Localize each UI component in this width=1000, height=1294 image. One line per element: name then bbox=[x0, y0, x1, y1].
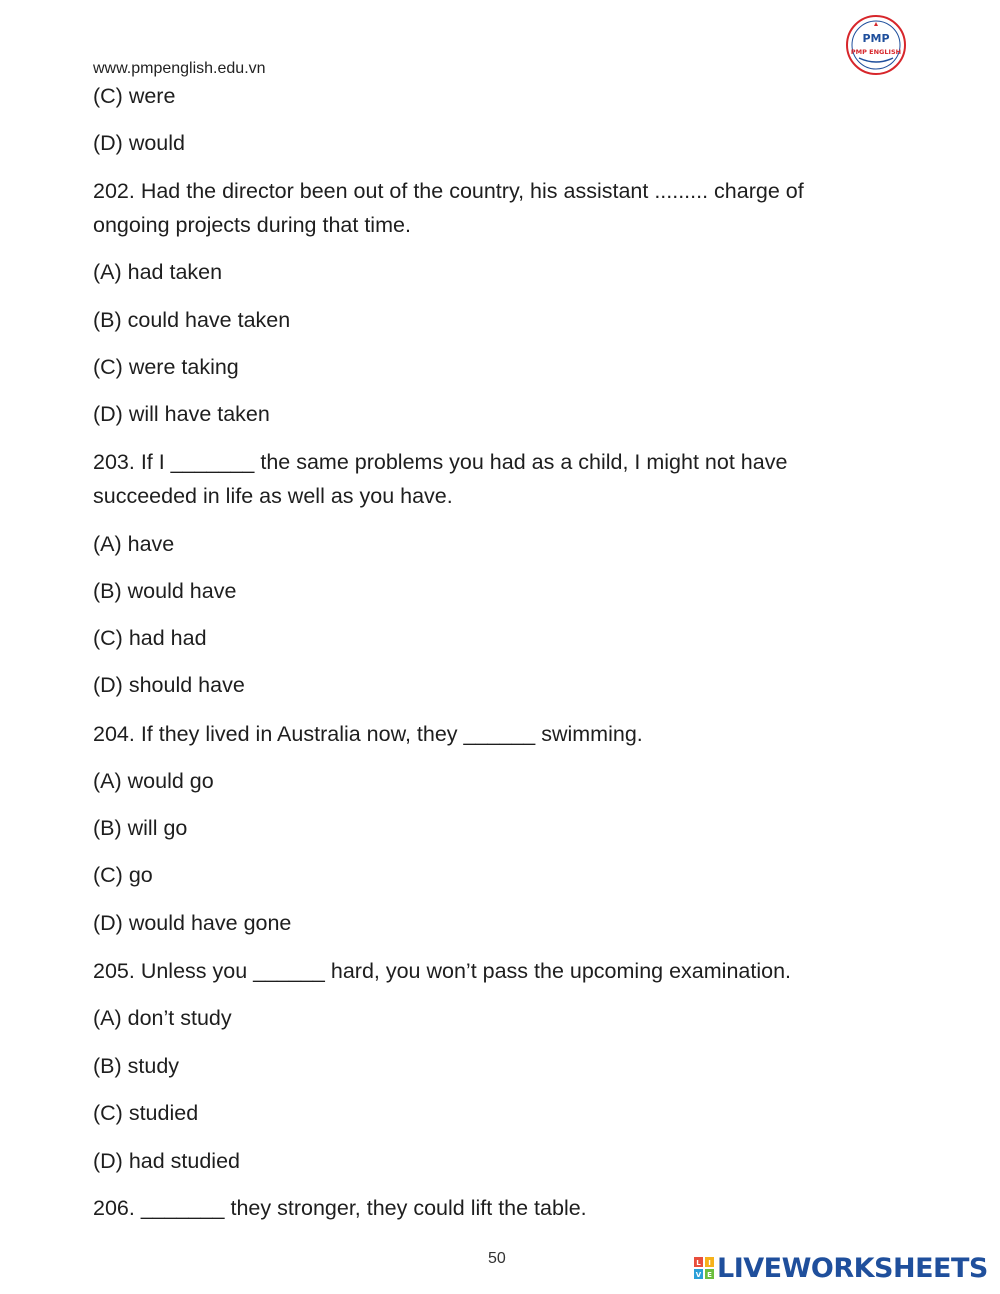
option-203-c: (C) had had bbox=[93, 626, 207, 650]
option-204-b: (B) will go bbox=[93, 816, 188, 840]
liveworksheets-icon bbox=[693, 1256, 715, 1280]
question-204: 204. If they lived in Australia now, they ______ swimming. bbox=[93, 722, 643, 746]
option-202-a: (A) had taken bbox=[93, 260, 223, 284]
svg-text:I: I bbox=[708, 1259, 711, 1267]
liveworksheets-text: LIVEWORKSHEETS bbox=[717, 1252, 988, 1284]
logo-label: PMP ENGLISH bbox=[850, 48, 902, 56]
option-202-d: (D) will have taken bbox=[93, 402, 270, 426]
option-203-a: (A) have bbox=[93, 532, 175, 556]
option-205-a: (A) don’t study bbox=[93, 1006, 232, 1030]
option-205-b: (B) study bbox=[93, 1054, 180, 1078]
option-202-b: (B) could have taken bbox=[93, 308, 291, 332]
svg-text:L: L bbox=[696, 1259, 701, 1267]
option-205-d: (D) had studied bbox=[93, 1149, 240, 1173]
question-205: 205. Unless you ______ hard, you won’t pass the upcoming examination. bbox=[93, 959, 791, 983]
line-c-were: (C) were bbox=[93, 84, 176, 108]
option-204-a: (A) would go bbox=[93, 769, 214, 793]
option-203-b: (B) would have bbox=[93, 579, 237, 603]
question-206: 206. _______ they stronger, they could lift the table. bbox=[93, 1196, 587, 1220]
question-203-line1: 203. If I _______ the same problems you had as a child, I might not have bbox=[93, 450, 788, 474]
option-202-c: (C) were taking bbox=[93, 355, 239, 379]
option-205-c: (C) studied bbox=[93, 1101, 199, 1125]
question-202-line1: 202. Had the director been out of the country, his assistant ......... charge of bbox=[93, 179, 804, 203]
option-204-d: (D) would have gone bbox=[93, 911, 292, 935]
svg-text:E: E bbox=[707, 1271, 712, 1279]
liveworksheets-brand[interactable] bbox=[693, 1252, 988, 1284]
site-url: www.pmpenglish.edu.vn bbox=[93, 60, 266, 77]
option-204-c: (C) go bbox=[93, 863, 153, 887]
question-203-line2: succeeded in life as well as you have. bbox=[93, 484, 453, 508]
question-202-line2: ongoing projects during that time. bbox=[93, 213, 411, 237]
svg-text:PMP: PMP bbox=[862, 32, 890, 45]
option-203-d: (D) should have bbox=[93, 673, 245, 697]
page-number: 50 bbox=[488, 1250, 506, 1267]
svg-text:V: V bbox=[695, 1271, 702, 1279]
pmp-english-logo bbox=[845, 14, 907, 76]
line-d-would: (D) would bbox=[93, 131, 185, 155]
